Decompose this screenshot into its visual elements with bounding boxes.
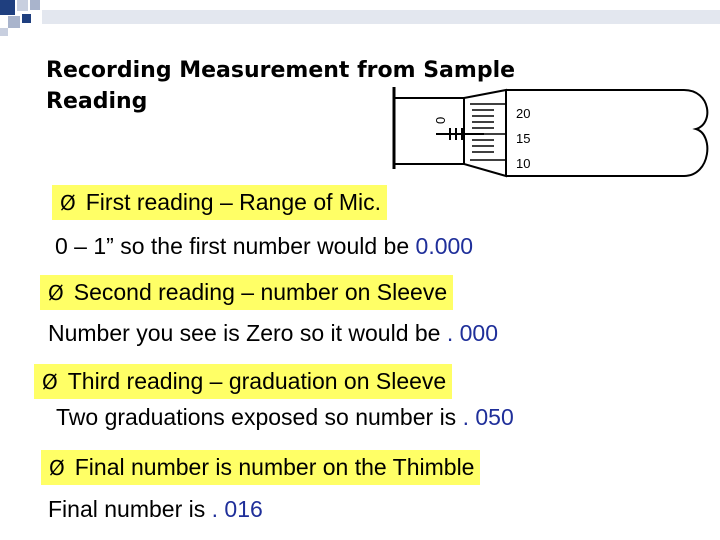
step-3-detail	[56, 402, 514, 432]
step-3-value: . 050	[462, 404, 514, 430]
thimble-label-20: 20	[516, 106, 531, 121]
step-1-detail-text: 0 – 1” so the first number would be	[55, 233, 416, 259]
step-1-heading	[52, 185, 387, 220]
step-3-detail-text: Two graduations exposed so number is	[56, 404, 463, 430]
step-3-heading-text: Third reading – graduation on Sleeve	[67, 368, 447, 394]
step-2-detail-text: Number you see is Zero so it would be	[48, 320, 447, 346]
step-4-heading	[41, 450, 480, 485]
step-1-detail	[55, 231, 473, 261]
step-3-heading	[34, 364, 452, 399]
step-4-detail	[48, 494, 263, 524]
step-2-heading	[40, 275, 453, 310]
step-1-value: 0.000	[415, 233, 474, 259]
step-4-value: . 016	[211, 496, 263, 522]
step-2-detail	[48, 318, 498, 348]
step-2-heading-text: Second reading – number on Sleeve	[73, 279, 448, 305]
step-4-detail-text: Final number is	[48, 496, 212, 522]
bullet-arrow-icon: Ø	[49, 456, 65, 480]
sleeve-zero-label: 0	[433, 116, 448, 124]
thimble-label-10: 10	[516, 156, 531, 171]
bullet-arrow-icon: Ø	[48, 281, 64, 305]
step-4-heading-text: Final number is number on the Thimble	[74, 454, 475, 480]
step-1-heading-text: First reading – Range of Mic.	[85, 189, 382, 215]
title-line-2: Reading	[46, 89, 148, 114]
title-line-1: Recording Measurement from Sample	[46, 58, 516, 83]
thimble-label-15: 15	[516, 131, 531, 146]
bullet-arrow-icon: Ø	[42, 370, 58, 394]
corner-decoration	[0, 0, 720, 40]
micrometer-illustration	[366, 84, 714, 184]
bullet-arrow-icon: Ø	[60, 191, 76, 215]
step-2-value: . 000	[446, 320, 499, 346]
